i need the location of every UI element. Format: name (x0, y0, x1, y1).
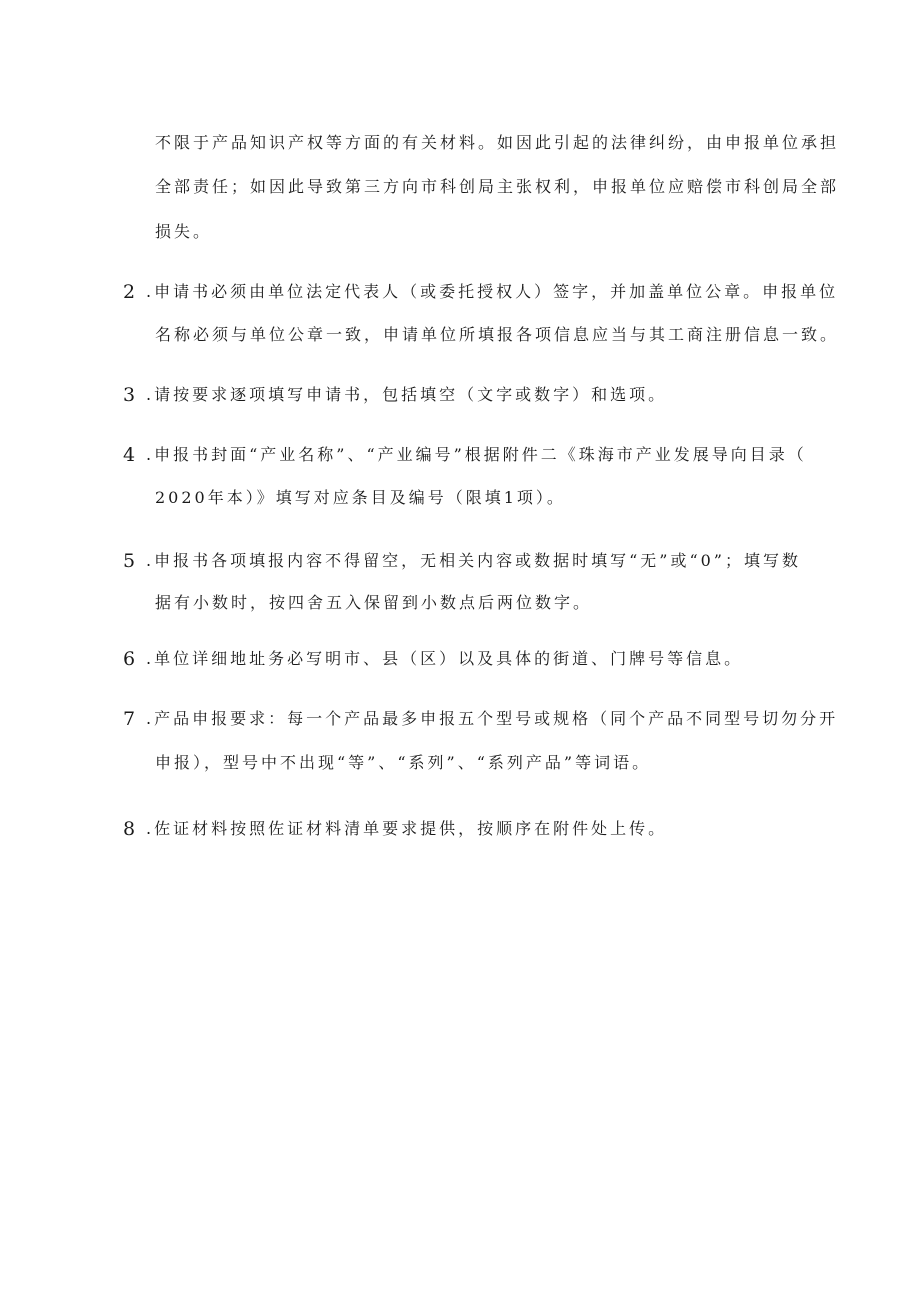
text-line: .单位详细地址务必写明市、县（区）以及具体的街道、门牌号等信息。 (146, 649, 744, 668)
text-line: .佐证材料按照佐证材料清单要求提供，按顺序在附件处上传。 (146, 819, 668, 838)
text-line: .请按要求逐项填写申请书，包括填空（文字或数字）和选项。 (146, 385, 668, 404)
text-line: .申报书各项填报内容不得留空，无相关内容或数据时填写“无”或“0”；填写数 (146, 551, 801, 570)
text-line: .申报书封面“产业名称”、“产业编号”根据附件二《珠海市产业发展导向目录（ (146, 445, 807, 464)
text-line: 申报），型号中不出现“等”、“系列”、“系列产品”等词语。 (155, 753, 652, 772)
text-line: 2020年本）》填写对应条目及编号（限填1项）。 (155, 488, 566, 507)
text-line: .申请书必须由单位法定代表人（或委托授权人）签字，并加盖单位公章。申报单位 (146, 282, 839, 301)
item-number: 5 (123, 550, 136, 572)
text-line: 全部责任；如因此导致第三方向市科创局主张权利，申报单位应赔偿市科创局全部 (155, 177, 840, 196)
text-line: 损失。 (155, 222, 213, 241)
text-line: 名称必须与单位公章一致，申请单位所填报各项信息应当与其工商注册信息一致。 (155, 325, 840, 344)
item-number: 7 (123, 708, 136, 730)
text-line: 据有小数时，按四舍五入保留到小数点后两位数字。 (155, 593, 593, 612)
item-number: 3 (123, 384, 136, 406)
text-line: .产品申报要求：每一个产品最多申报五个型号或规格（同个产品不同型号切勿分开 (146, 709, 839, 728)
item-number: 6 (123, 648, 136, 670)
item-number: 4 (123, 444, 136, 466)
item-number: 2 (123, 281, 136, 303)
text-line: 不限于产品知识产权等方面的有关材料。如因此引起的法律纠纷，由申报单位承担 (155, 133, 840, 152)
item-number: 8 (123, 818, 136, 840)
